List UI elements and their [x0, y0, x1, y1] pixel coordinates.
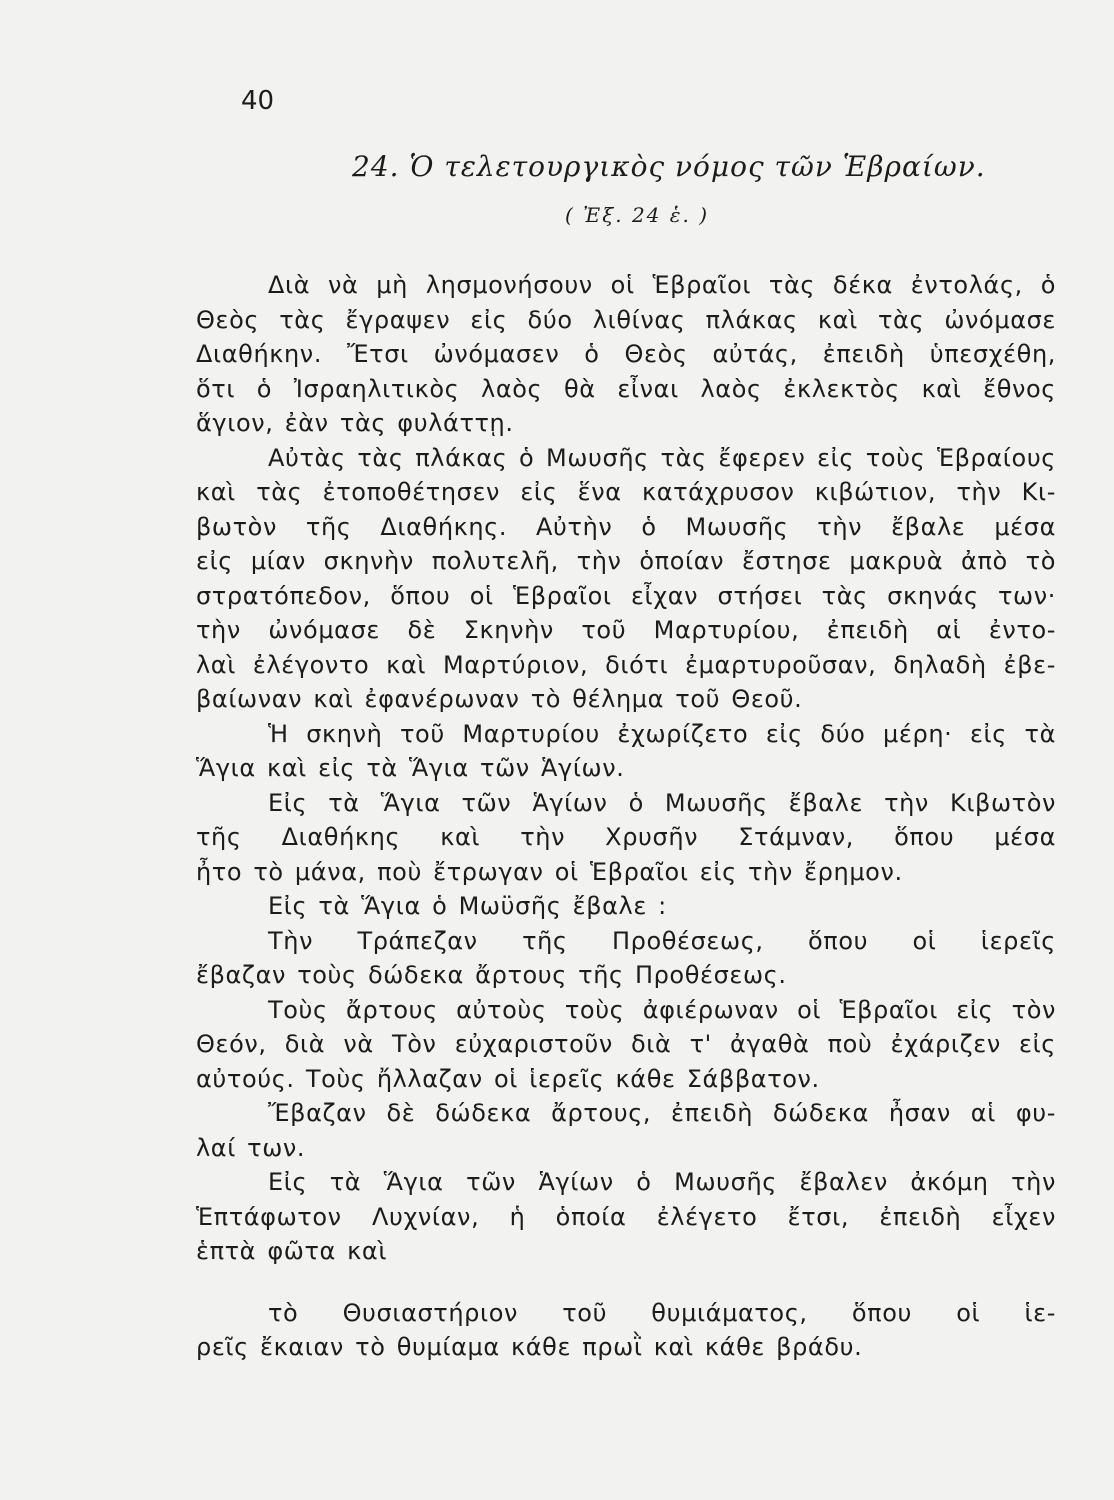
paragraph-gap [196, 1269, 1056, 1296]
text-line: Διαθήκην. Ἔτσι ὠνόμασεν ὁ Θεὸς αὐτάς, ἐπειδὴ ὑπεσχέθη, [196, 340, 1056, 368]
text-line: τὸ Θυσιαστήριον τοῦ θυμιάματος, ὅπου οἱ ἱε- [268, 1298, 1056, 1327]
chapter-reference: ( Ἐξ. 24 ἑ. ) [565, 203, 710, 227]
text-line: λαὶ ἐλέγοντο καὶ Μαρτύριον, διότι ἐμαρτυροῦσαν, δηλαδὴ ἐβε- [196, 650, 1056, 679]
text-line: ἔβαζαν τοὺς δώδεκα ἄρτους τῆς Προθέσεως. [196, 961, 787, 989]
chapter-title: 24. Ὁ τελετουργικὸς νόμος τῶν Ἑβραίων. [352, 150, 986, 183]
text-line: στρατόπεδον, ὅπου οἱ Ἑβραῖοι εἶχαν στήσει τὰς σκηνάς των· [196, 581, 1056, 610]
text-line: καὶ τὰς ἐτοποθέτησεν εἰς ἕνα κατάχρυσον κιβώτιον, τὴν Κι- [196, 478, 1056, 506]
text-line: βωτὸν τῆς Διαθήκης. Αὐτὴν ὁ Μωυσῆς τὴν ἔβαλε μέσα [196, 512, 1056, 541]
text-line: τὴν ὠνόμασε δὲ Σκηνὴν τοῦ Μαρτυρίου, ἐπειδὴ αἱ ἐντο- [196, 616, 1056, 644]
page-number: 40 [241, 86, 275, 116]
text-line: Ἅγια καὶ εἰς τὰ Ἅγια τῶν Ἁγίων. [196, 754, 625, 782]
text-line: ἦτο τὸ μάνα, ποὺ ἔτρωγαν οἱ Ἑβραῖοι εἰς τὴν ἔρημον. [196, 857, 903, 886]
body-text [196, 268, 1056, 1365]
text-line: Θεόν, διὰ νὰ Τὸν εὐχαριστοῦν διὰ τ' ἀγαθὰ ποὺ ἐχάριζεν εἰς [196, 1030, 1056, 1058]
text-line: λαί των. [196, 1133, 306, 1162]
text-line: ὅτι ὁ Ἰσραηλιτικὸς λαὸς θὰ εἶναι λαὸς ἐκλεκτὸς καὶ ἔθνος [196, 374, 1056, 403]
text-line: Αὐτὰς τὰς πλάκας ὁ Μωυσῆς τὰς ἔφερεν εἰς τοὺς Ἑβραίους [268, 443, 1056, 472]
text-line: Εἰς τὰ Ἅγια ὁ Μωϋσῆς ἔβαλε : [268, 892, 667, 920]
text-line: Ἑπτάφωτον Λυχνίαν, ἡ ὁποία ἐλέγετο ἔτσι, ἐπειδὴ εἶχεν [196, 1202, 1056, 1231]
text-line: Τὴν Τράπεζαν τῆς Προθέσεως, ὅπου οἱ ἱερεῖς [268, 926, 1056, 955]
text-line: ρεῖς ἔκαιαν τὸ θυμίαμα κάθε πρωῒ καὶ κάθε βράδυ. [196, 1333, 863, 1361]
text-line: Εἰς τὰ Ἅγια τῶν Ἁγίων ὁ Μωυσῆς ἔβαλε τὴν Κιβωτὸν [268, 788, 1056, 817]
text-line: αὐτούς. Τοὺς ἤλλαζαν οἱ ἱερεῖς κάθε Σάββατον. [196, 1064, 820, 1093]
text-line: εἰς μίαν σκηνὴν πολυτελῆ, τὴν ὁποίαν ἔστησε μακρυὰ ἀπὸ τὸ [196, 547, 1056, 575]
text-line: τῆς Διαθήκης καὶ τὴν Χρυσῆν Στάμναν, ὅπου μέσα [196, 823, 1056, 851]
text-line: ἅγιον, ἐὰν τὰς φυλάττῃ. [196, 409, 514, 437]
text-line: ἑπτὰ φῶτα καὶ [196, 1237, 388, 1265]
text-line: Εἰς τὰ Ἅγια τῶν Ἁγίων ὁ Μωυσῆς ἔβαλεν ἀκόμη τὴν [268, 1168, 1056, 1196]
text-line: Ἔβαζαν δὲ δώδεκα ἄρτους, ἐπειδὴ δώδεκα ἦσαν αἱ φυ- [268, 1099, 1056, 1127]
text-line: Διὰ νὰ μὴ λησμονήσουν οἱ Ἑβραῖοι τὰς δέκα ἐντολάς, ὁ [268, 271, 1056, 299]
text-line: Ἡ σκηνὴ τοῦ Μαρτυρίου ἐχωρίζετο εἰς δύο μέρη· εἰς τὰ [268, 719, 1056, 748]
text-line: Θεὸς τὰς ἔγραψεν εἰς δύο λιθίνας πλάκας καὶ τὰς ὠνόμασε [196, 305, 1056, 334]
text-line: Τοὺς ἄρτους αὐτοὺς τοὺς ἀφιέρωναν οἱ Ἑβραῖοι εἰς τὸν [268, 995, 1056, 1024]
text-line: βαίωναν καὶ ἐφανέρωναν τὸ θέλημα τοῦ Θεοῦ. [196, 685, 803, 713]
